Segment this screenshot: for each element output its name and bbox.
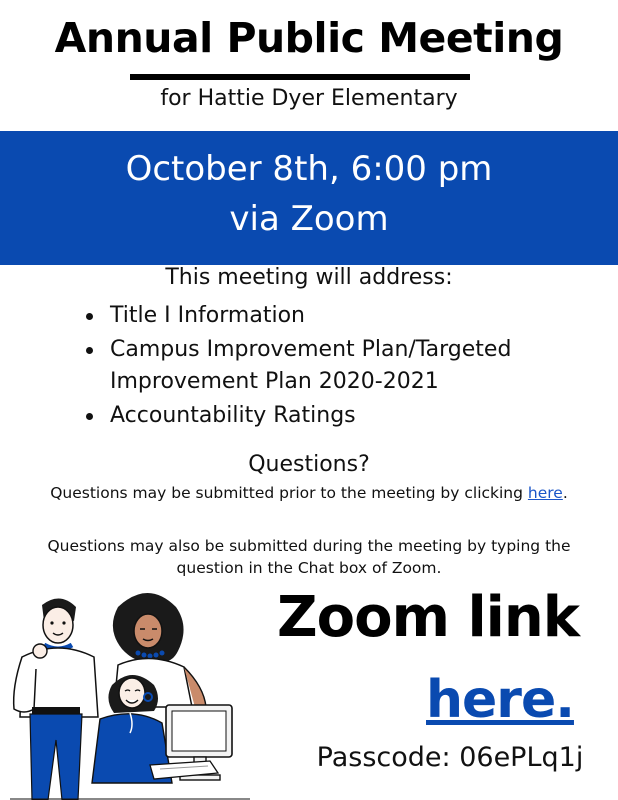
questions-here-link[interactable]: here bbox=[527, 484, 563, 502]
questions-heading: Questions? bbox=[248, 452, 370, 477]
date-banner bbox=[0, 131, 618, 265]
zoom-here-link[interactable]: here. bbox=[426, 670, 574, 730]
people-at-computer-illustration bbox=[0, 585, 260, 800]
questions-prior-text: Questions may be submitted prior to the meeting by clicking bbox=[50, 484, 528, 502]
agenda-item: Campus Improvement Plan/Targeted Improvement Plan 2020-2021 bbox=[86, 334, 566, 398]
agenda-list bbox=[86, 300, 566, 434]
questions-submit-during: Questions may also be submitted during the meeting by typing the question in the Chat box of Zoom. bbox=[47, 537, 571, 577]
agenda-item: Title I Information bbox=[86, 300, 566, 332]
zoom-passcode: Passcode: 06ePLq1j bbox=[316, 742, 584, 773]
meeting-date-time: October 8th, 6:00 pm bbox=[125, 149, 493, 189]
questions-submit-prior bbox=[0, 484, 618, 502]
man-figure bbox=[14, 598, 98, 800]
title-underline bbox=[130, 74, 470, 80]
page-subtitle: for Hattie Dyer Elementary bbox=[160, 86, 458, 111]
meeting-venue: via Zoom bbox=[229, 199, 389, 239]
page-title: Annual Public Meeting bbox=[54, 14, 564, 62]
agenda-item: Accountability Ratings bbox=[86, 400, 566, 432]
zoom-link-label: Zoom link bbox=[277, 585, 579, 650]
agenda-intro: This meeting will address: bbox=[165, 265, 453, 290]
questions-prior-period: . bbox=[562, 484, 568, 502]
